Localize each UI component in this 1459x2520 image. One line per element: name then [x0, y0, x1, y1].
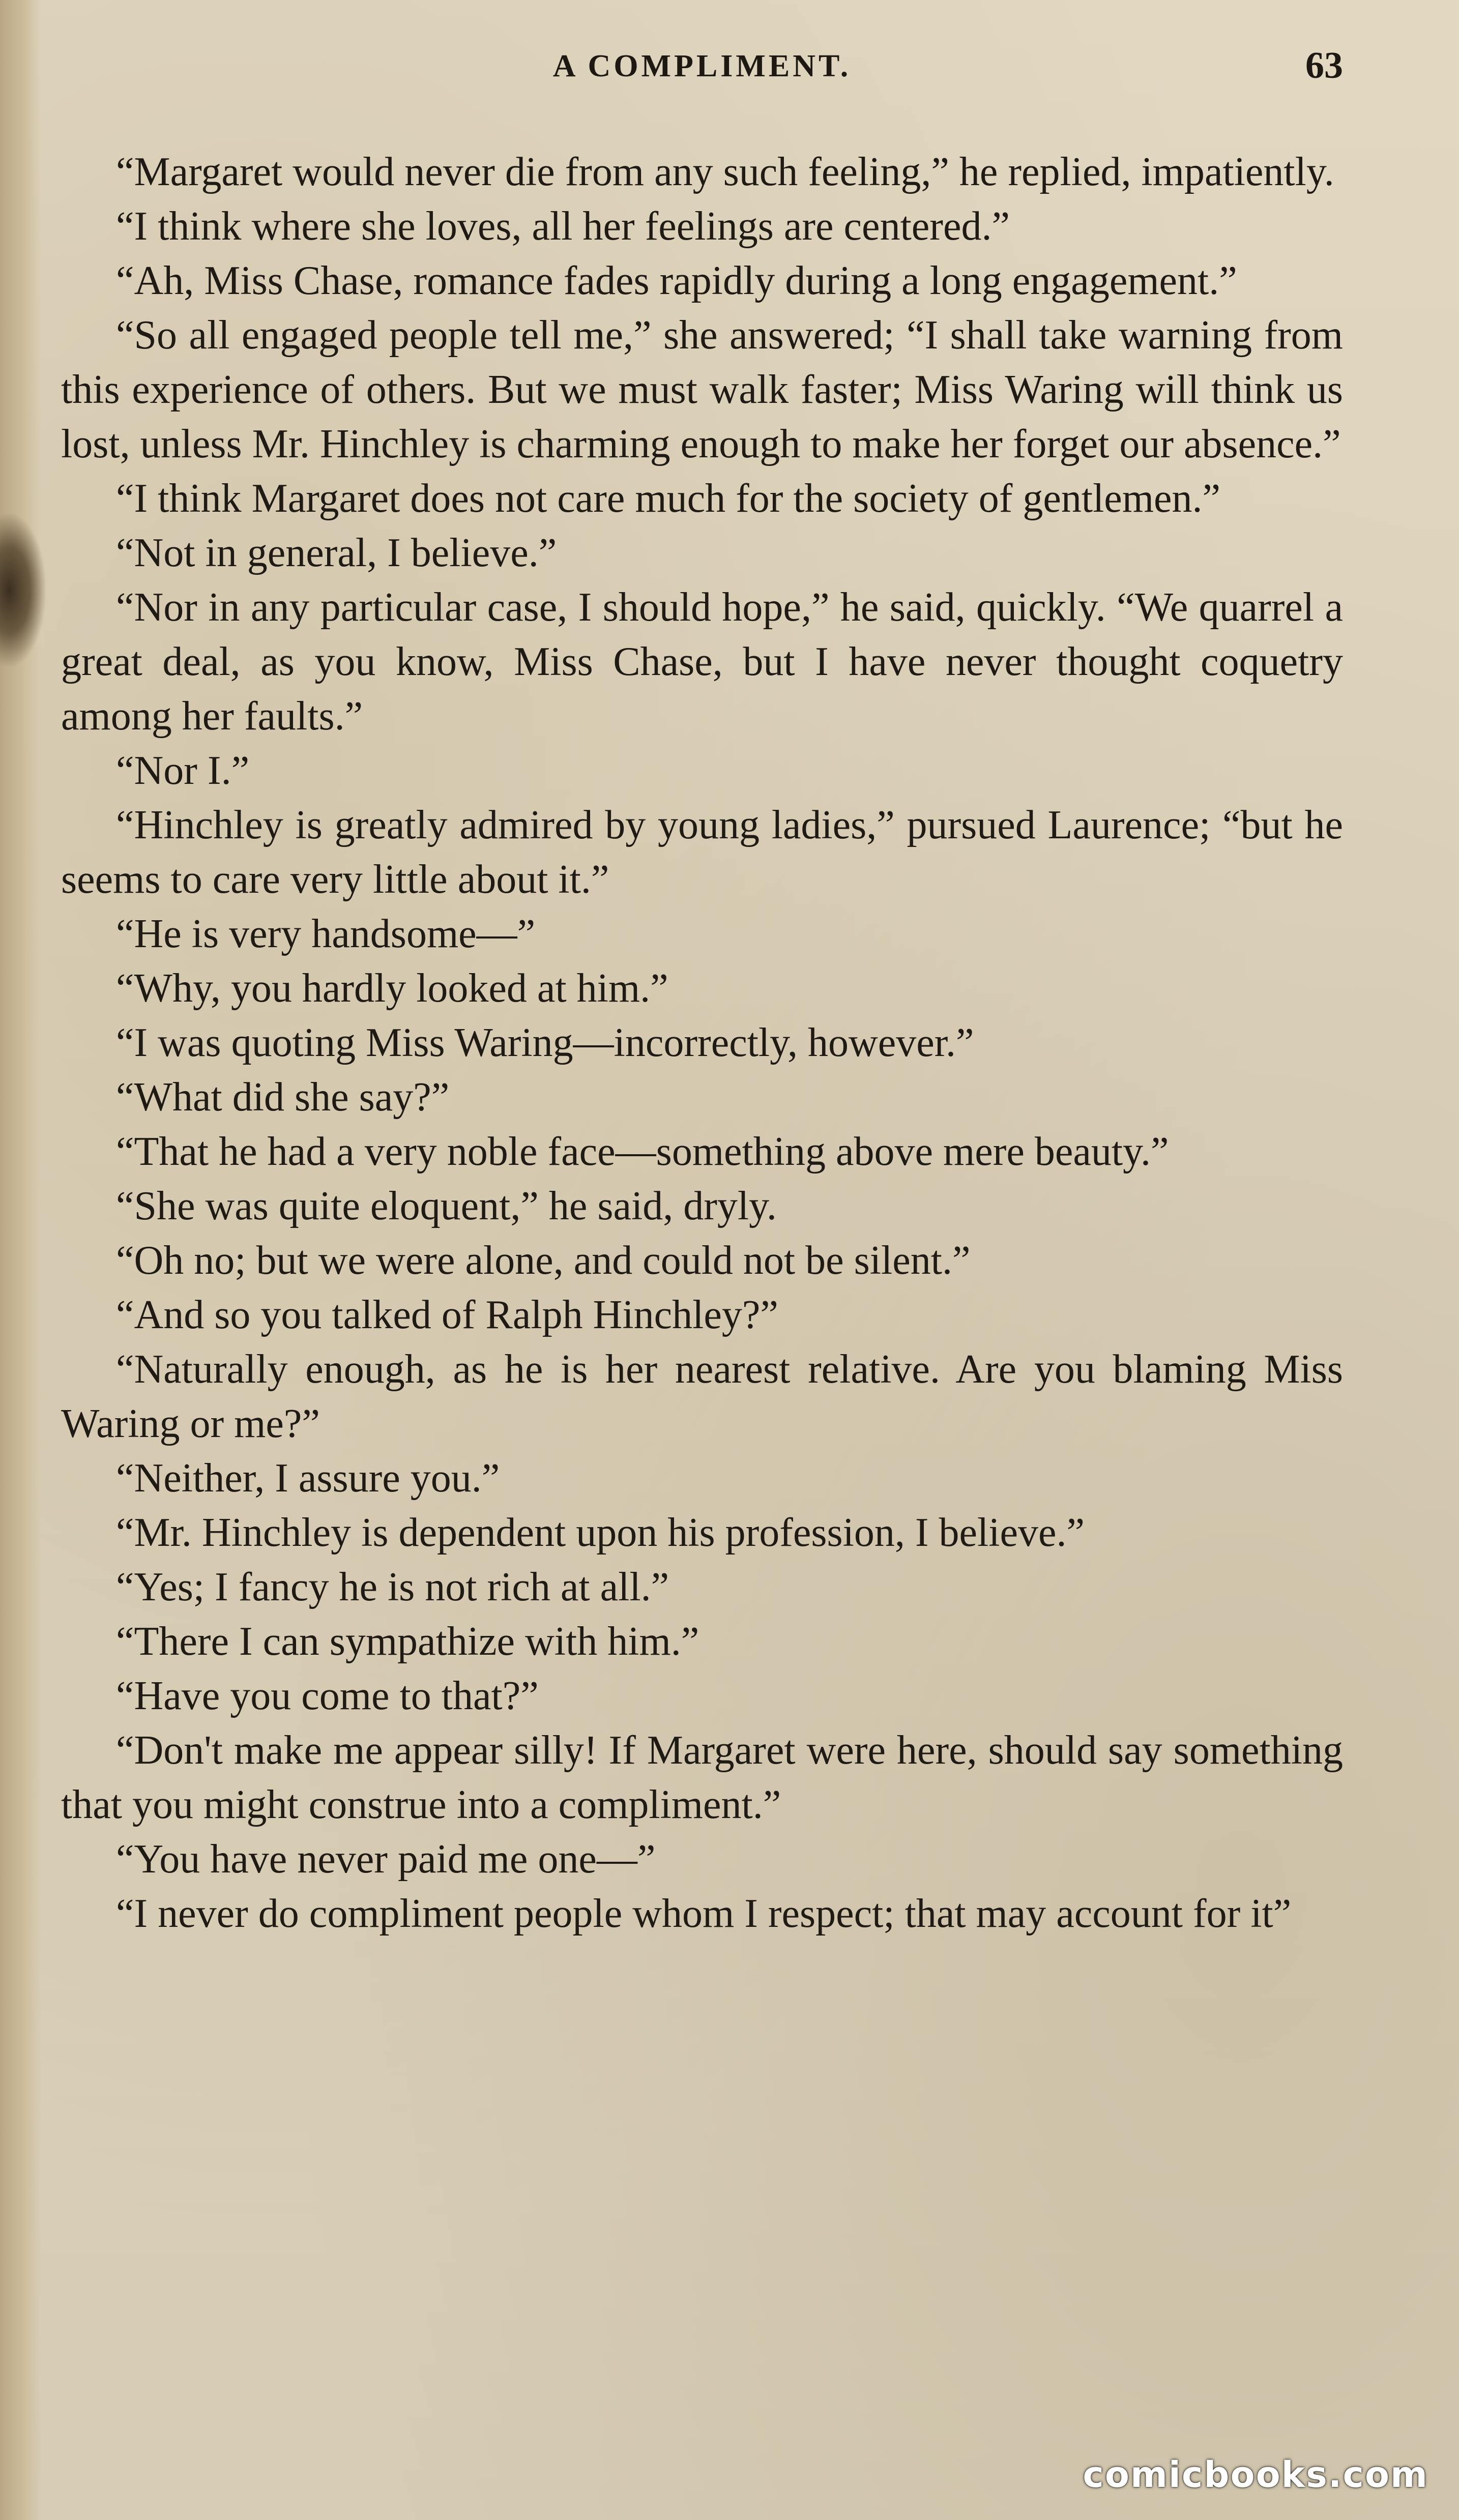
- paragraph: “And so you talked of Ralph Hinchley?”: [116, 1293, 778, 1337]
- paragraph: “Naturally enough, as he is her nearest relative. Are you blaming Miss Waring or me?”: [61, 1347, 1343, 1446]
- paragraph: “Nor in any particular case, I should hope,” he said, quickly. “We quarrel a great deal, as you know, Miss Chase, but I have never thought coquetry among her faults.”: [61, 585, 1343, 739]
- paragraph: “What did she say?”: [116, 1075, 450, 1120]
- paragraph: “Nor I.”: [116, 748, 250, 793]
- paragraph: “Ah, Miss Chase, romance fades rapidly during a long engagement.”: [116, 258, 1237, 303]
- paragraph: “Don't make me appear silly! If Margaret were here, should say something that you might construe into a compliment.”: [61, 1728, 1343, 1827]
- paragraph: “You have never paid me one—”: [116, 1837, 656, 1882]
- paragraph: “Why, you hardly looked at him.”: [116, 966, 668, 1011]
- page-header: [61, 45, 1343, 104]
- paragraph: “He is very handsome—”: [116, 912, 536, 956]
- paragraph: “I think where she loves, all her feelings are centered.”: [116, 204, 1010, 249]
- watermark: comicbooks.com: [1083, 2454, 1428, 2496]
- body-text: [61, 145, 1343, 1941]
- paragraph: “Margaret would never die from any such feeling,” he replied, impatiently.: [116, 150, 1334, 194]
- paragraph: “I was quoting Miss Waring—incorrectly, however.”: [116, 1020, 974, 1065]
- paragraph: “I never do compliment people whom I respect; that may account for it”: [116, 1891, 1292, 1936]
- paragraph: “Have you come to that?”: [116, 1674, 539, 1718]
- page-tear: [0, 514, 46, 666]
- paragraph: “Yes; I fancy he is not rich at all.”: [116, 1565, 669, 1609]
- page-number: 63: [1305, 45, 1343, 86]
- page-left-edge: [0, 0, 41, 2520]
- paragraph: “Neither, I assure you.”: [116, 1456, 500, 1501]
- running-title: A COMPLIMENT.: [552, 49, 852, 83]
- paragraph: “There I can sympathize with him.”: [116, 1619, 699, 1664]
- paragraph: “She was quite eloquent,” he said, dryly.: [116, 1184, 777, 1228]
- paragraph: “So all engaged people tell me,” she answered; “I shall take warning from this experience of others. But we must walk faster; Miss Waring will think us lost, unless Mr. Hinchley is charming enough to make her forget our absence.”: [61, 313, 1343, 466]
- paragraph: “I think Margaret does not care much for the society of gentlemen.”: [116, 476, 1221, 521]
- paragraph: “Not in general, I believe.”: [116, 531, 557, 575]
- paragraph: “Hinchley is greatly admired by young ladies,” pursued Laurence; “but he seems to care very little about it.”: [61, 803, 1343, 902]
- paragraph: “Mr. Hinchley is dependent upon his profession, I believe.”: [116, 1510, 1085, 1555]
- paragraph: “Oh no; but we were alone, and could not be silent.”: [116, 1238, 971, 1283]
- paragraph: “That he had a very noble face—something above mere beauty.”: [116, 1129, 1169, 1174]
